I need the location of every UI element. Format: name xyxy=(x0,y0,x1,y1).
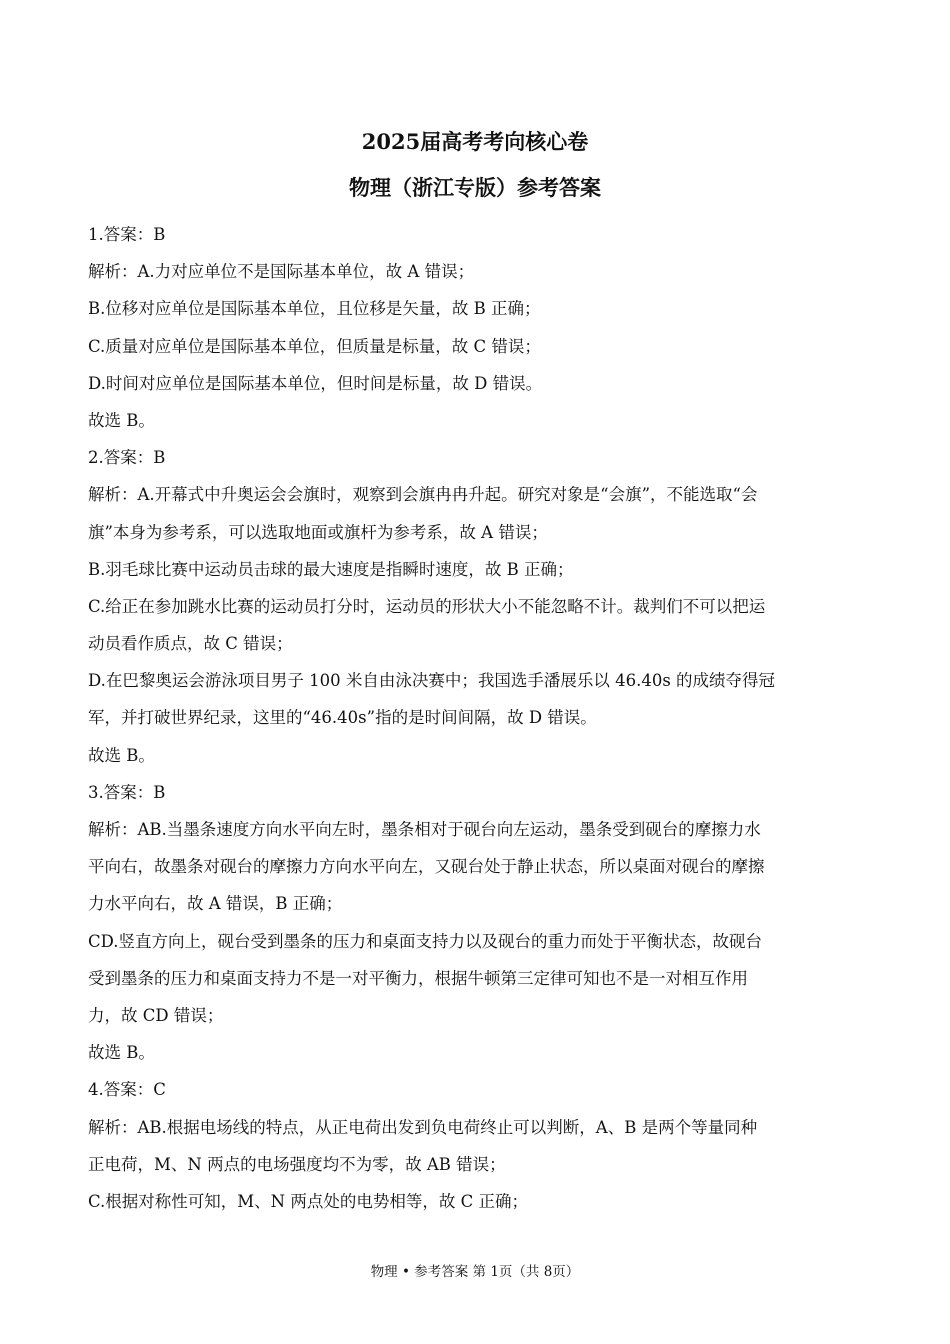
page-footer: 物理 • 参考答案 第 1页（共 8页） xyxy=(370,1264,580,1280)
answer-block-3 xyxy=(88,774,866,1072)
explanation-line: CD.竖直方向上，砚台受到墨条的压力和桌面支持力以及砚台的重力而处于平衡状态，故砚台 xyxy=(88,931,763,951)
explanation-line: 解析：AB.根据电场线的特点，从正电荷出发到负电荷终止可以判断，A、B 是两个等量同种 xyxy=(88,1117,758,1137)
answer-heading: 1.答案：B xyxy=(88,225,166,244)
explanation-line: D.时间对应单位是国际基本单位，但时间是标量，故 D 错误。 xyxy=(88,373,543,393)
answer-content xyxy=(88,216,866,1220)
explanation-line: 故选 B。 xyxy=(88,410,155,430)
explanation-line: 故选 B。 xyxy=(88,1043,155,1063)
exam-title: 2025届高考考向核心卷 xyxy=(361,129,589,154)
explanation-line: 军，并打破世界纪录，这里的“46.40s”指的是时间间隔，故 D 错误。 xyxy=(88,708,597,728)
explanation-line: D.在巴黎奥运会游泳项目男子 100 米自由泳决赛中；我国选手潘展乐以 46.40s 的成绩夺得冠 xyxy=(88,671,776,691)
explanation-line: C.根据对称性可知，M、N 两点处的电势相等，故 C 正确； xyxy=(88,1191,528,1211)
explanation-line: B.位移对应单位是国际基本单位，且位移是矢量，故 B 正确； xyxy=(88,299,541,319)
explanation-line: 解析：AB.当墨条速度方向水平向左时，墨条相对于砚台向左运动，墨条受到砚台的摩擦力水 xyxy=(88,820,761,839)
explanation-line: 解析：A.开幕式中升奥运会会旗时，观察到会旗冉冉升起。研究对象是“会旗”，不能选取“会 xyxy=(88,485,758,505)
explanation-line: 故选 B。 xyxy=(88,745,155,765)
answer-heading: 2.答案：B xyxy=(88,448,166,468)
explanation-line: C.给正在参加跳水比赛的运动员打分时，运动员的形状大小不能忽略不计。裁判们不可以把运 xyxy=(88,596,766,616)
exam-subtitle: 物理（浙江专版）参考答案 xyxy=(349,175,601,200)
answer-block-4 xyxy=(88,1071,866,1220)
answer-heading: 4.答案：C xyxy=(88,1080,166,1100)
title-block xyxy=(0,124,950,206)
explanation-line: B.羽毛球比赛中运动员击球的最大速度是指瞬时速度，故 B 正确； xyxy=(88,559,574,579)
answer-block-2 xyxy=(88,439,866,774)
answer-heading: 3.答案：B xyxy=(88,782,166,802)
explanation-line: 解析：A.力对应单位不是国际基本单位，故 A 错误； xyxy=(88,262,475,282)
explanation-line: 受到墨条的压力和桌面支持力不是一对平衡力，根据牛顿第三定律可知也不是一对相互作用 xyxy=(88,968,748,988)
explanation-line: C.质量对应单位是国际基本单位，但质量是标量，故 C 错误； xyxy=(88,336,541,356)
explanation-line: 旗”本身为参考系，可以选取地面或旗杆为参考系，故 A 错误； xyxy=(88,522,548,542)
explanation-line: 力，故 CD 错误； xyxy=(88,1005,224,1025)
explanation-line: 动员看作质点，故 C 错误； xyxy=(88,634,293,654)
explanation-line: 正电荷，M、N 两点的电场强度均不为零，故 AB 错误； xyxy=(88,1154,506,1174)
answer-block-1 xyxy=(88,216,866,439)
explanation-line: 力水平向右，故 A 错误，B 正确； xyxy=(88,894,343,914)
explanation-line: 平向右，故墨条对砚台的摩擦力方向水平向左，又砚台处于静止状态，所以桌面对砚台的摩擦 xyxy=(88,857,765,877)
